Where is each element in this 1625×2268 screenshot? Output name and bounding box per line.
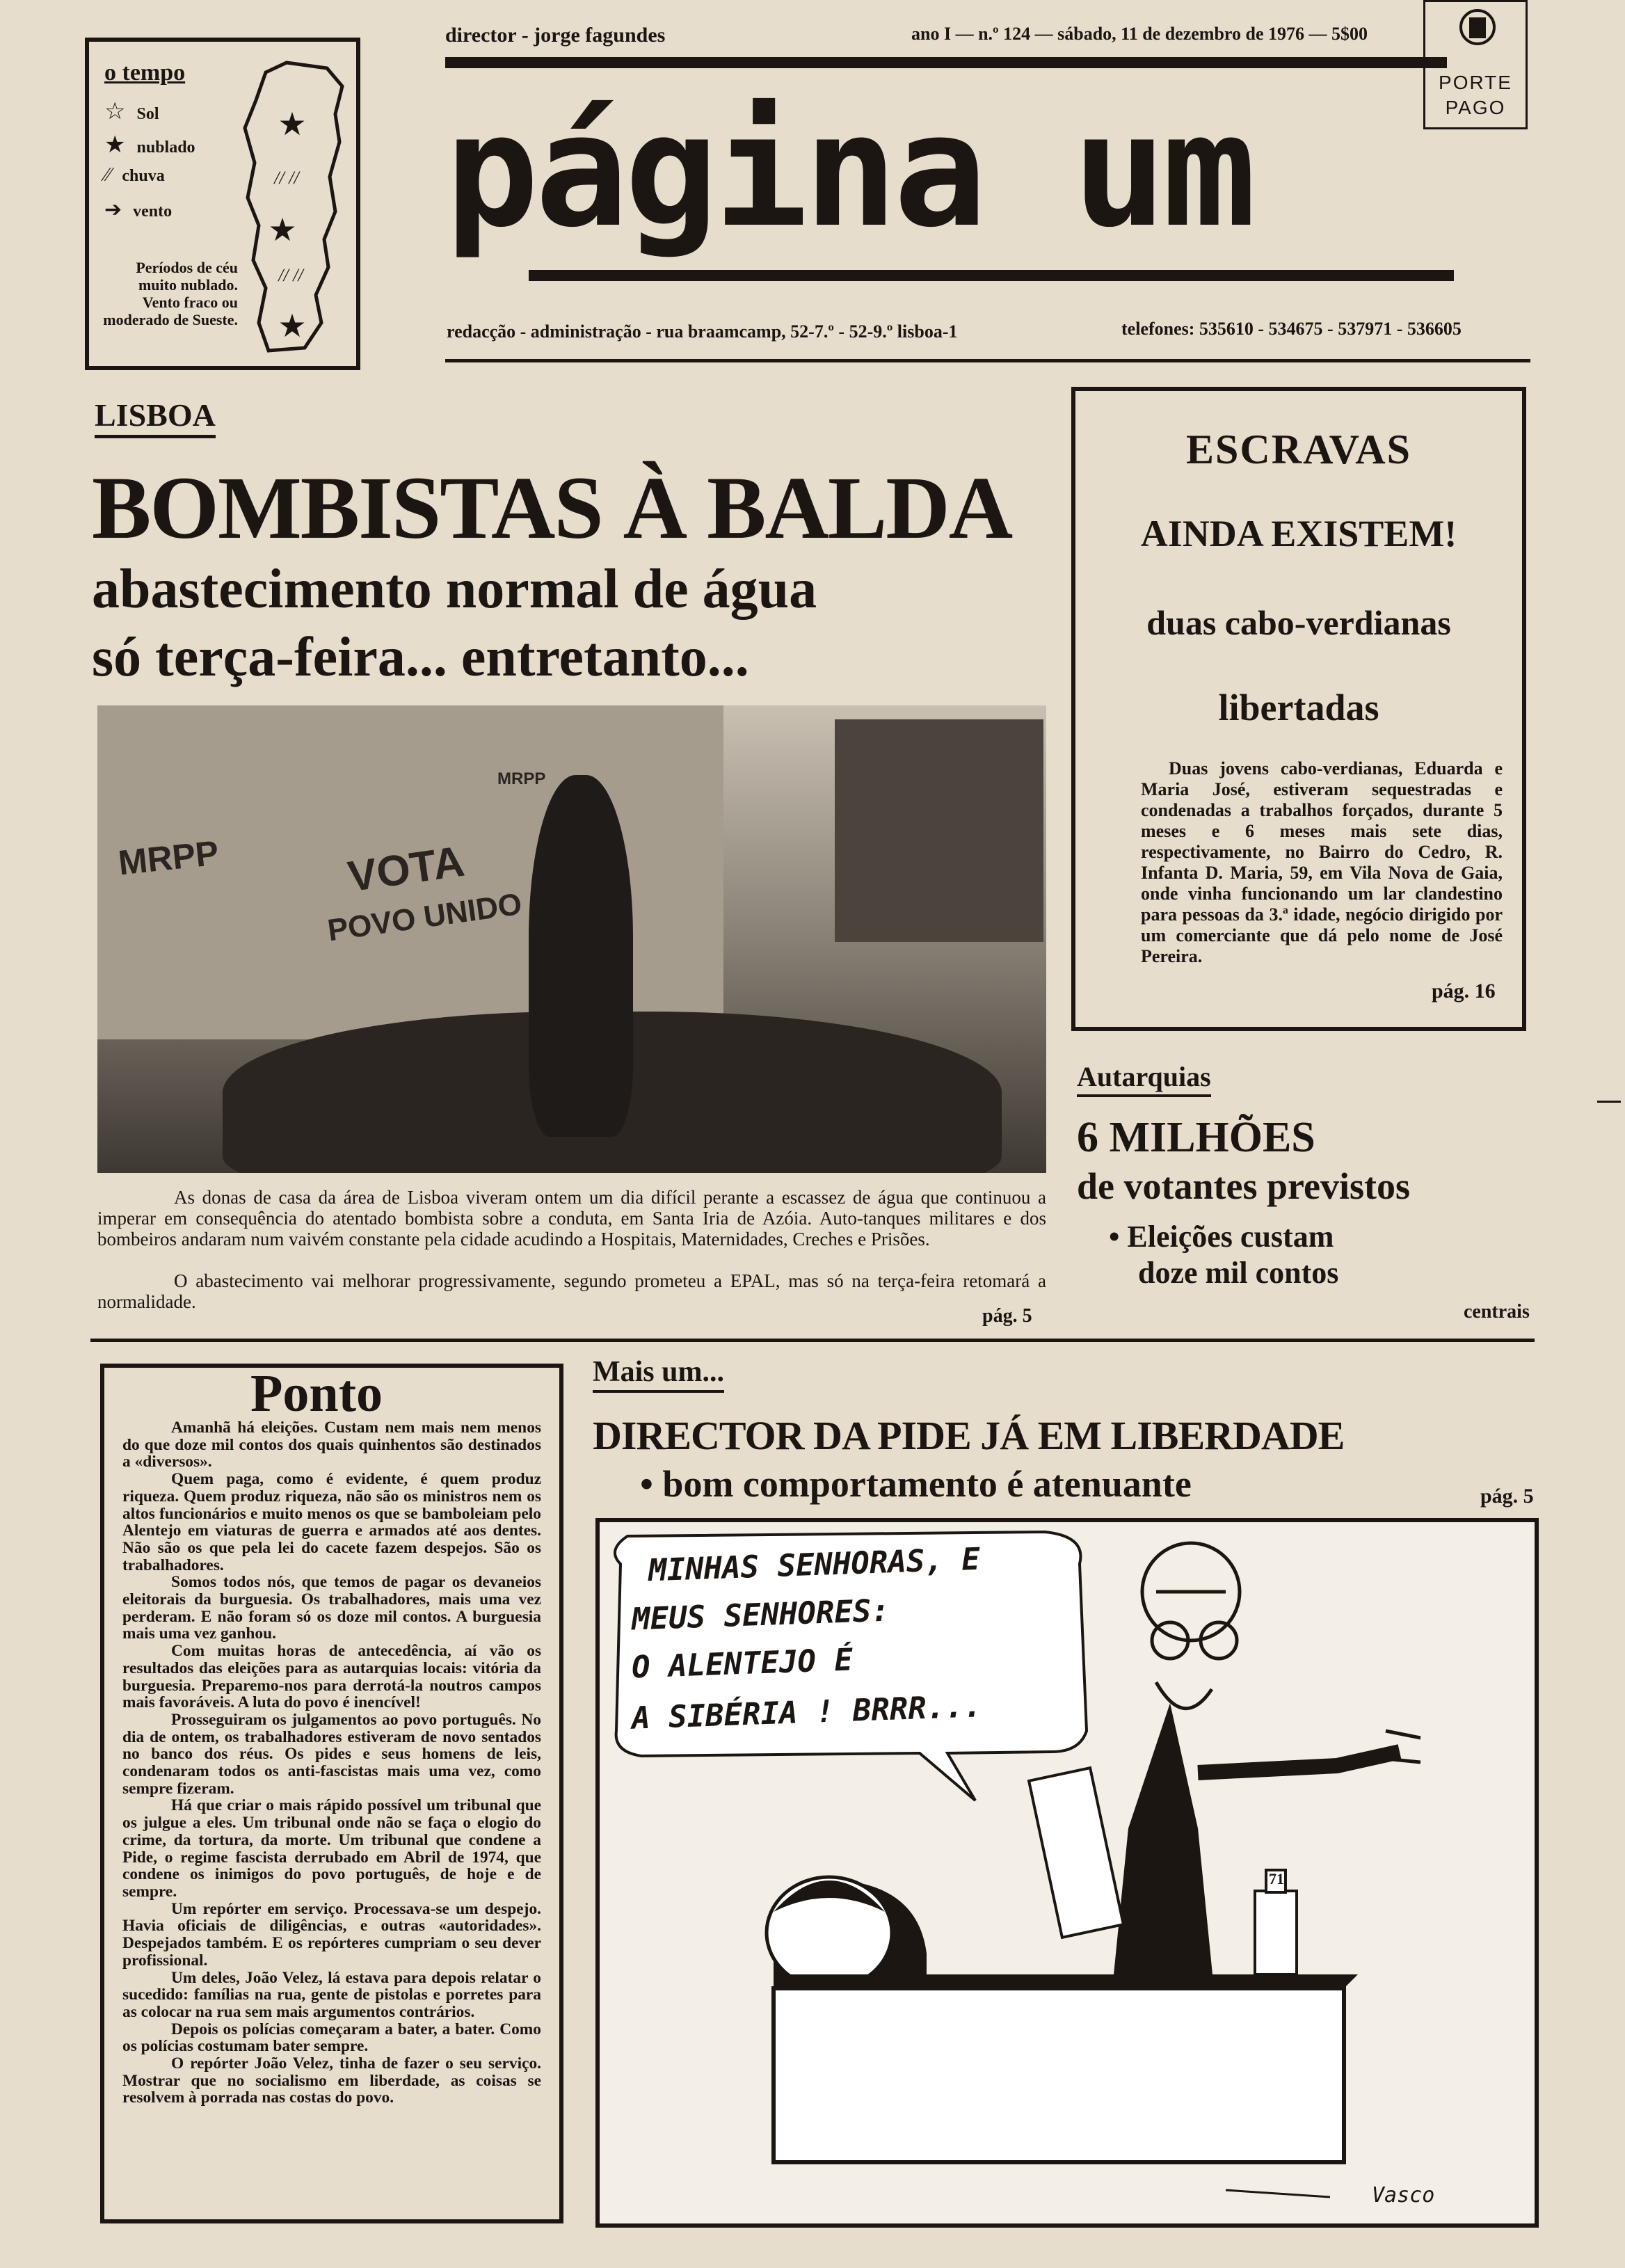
speech-line-2: MEUS SENHORES: bbox=[631, 1592, 890, 1638]
political-cartoon bbox=[595, 1518, 1539, 2228]
photo-building bbox=[835, 719, 1043, 942]
escravas-body: Duas jovens cabo-verdianas, Eduarda e Maria José, estiveram sequestradas e condenadas a trabalhos forçados, durante 5 meses e 6 meses mais sete dias, respectivamente, no Bairro do Cedro, R. Infanta D. Maria, 59, em Vila Nova de Gaia, onde vinha funcionando um lar clandestino para pessoas da 3.ª idade, negócio dirigido por um comerciante que dá pelo nome de José Pereira. bbox=[1141, 758, 1503, 966]
lead-photo bbox=[97, 705, 1046, 1173]
pide-kicker: Mais um... bbox=[593, 1355, 724, 1393]
ponto-paragraph: Amanhã há eleições. Custam nem mais nem menos do que doze mil contos dos quais quinhentos são destinados a «diversos». bbox=[122, 1419, 541, 1471]
legend-label: chuva bbox=[122, 167, 165, 185]
svg-text:★: ★ bbox=[278, 308, 307, 344]
star-filled-icon: ★ bbox=[104, 132, 126, 158]
director-line: director - jorge fagundes bbox=[445, 24, 666, 47]
lead-subhead-2: só terça-feira... entretanto... bbox=[92, 627, 749, 688]
issue-line: ano I — n.º 124 — sábado, 11 de dezembro de 1976 — 5$00 bbox=[911, 24, 1368, 44]
svg-text:// //: // // bbox=[278, 265, 303, 285]
masthead-rule-top bbox=[445, 57, 1447, 68]
ponto-paragraph: Depois os polícias começaram a bater, a bater. Como os polícias costumam bater sempre. bbox=[122, 2020, 541, 2056]
autarquias-kicker: Autarquias bbox=[1077, 1060, 1211, 1097]
speech-line-3: O ALENTEJO É bbox=[631, 1642, 854, 1686]
lead-subhead-1: abastecimento normal de água bbox=[92, 559, 817, 620]
ponto-title: Ponto bbox=[250, 1364, 383, 1423]
ponto-body bbox=[122, 1419, 541, 2107]
escravas-line-3: duas cabo-verdianas bbox=[1146, 603, 1451, 642]
ponto-paragraph: Um repórter em serviço. Processava-se um despejo. Havia oficiais de diligências, e outras «autoridades». Despejados também. E os repórteres cumpriam o seu dever profissional. bbox=[122, 1899, 541, 1970]
weather-legend bbox=[104, 97, 209, 231]
ponto-paragraph: Com muitas horas de antecedência, aí vão os resultados das eleições para as autarquias locais: vitória da burguesia. Preparemo-nos para derrotá-la noutros campos mais favoráveis. A luta do povo é inencível! bbox=[122, 1642, 541, 1712]
weather-title: o tempo bbox=[104, 60, 186, 86]
weather-forecast: Períodos de céu muito nublado. Vento fraco ou moderado de Sueste. bbox=[103, 259, 238, 328]
masthead-rule-bottom bbox=[529, 270, 1454, 281]
escravas-line-1: ESCRAVAS bbox=[1186, 426, 1411, 472]
ponto-paragraph: Há que criar o mais rápido possível um tribunal que os julgue a eles. Um tribunal onde não se faça o elogio do crime, da tortura, da morte. Um tribunal que condene a Pide, o regime fascista derrubado em Abril de 1974, que condene os inimigos do povo português, de hoje e de sempre. bbox=[122, 1796, 541, 1901]
pide-subhead: • bom comportamento é atenuante bbox=[640, 1463, 1192, 1505]
address-line: redacção - administração - rua braamcamp, 52-7.º - 52-9.º lisboa-1 bbox=[447, 321, 958, 342]
ponto-paragraph: Somos todos nós, que temos de pagar os devaneios eleitorais da burguesia. Os trabalhadores, mais uma vez perderam. E não foram só os doze mil contos. A burguesia mais uma vez ganhou. bbox=[122, 1573, 541, 1643]
phones-line: telefones: 535610 - 534675 - 537971 - 536605 bbox=[1121, 319, 1462, 339]
graffiti-povo-unido: POVO UNIDO bbox=[325, 886, 525, 948]
legend-item-vento bbox=[104, 198, 209, 231]
lead-caption-2: O abastecimento vai melhorar progressivamente, segundo prometeu a EPAL, mas só na terça-feira retomará a normalidade. bbox=[97, 1270, 1046, 1312]
ponto-paragraph: Prosseguiram os julgamentos ao povo português. No dia de ontem, os trabalhadores estiveram de novo sentados no banco dos réus. Os pides e seus homens de leis, condenaram todos os anti-fascistas mais uma vez, como sempre fizeram. bbox=[122, 1710, 541, 1798]
speech-line-1: MINHAS SENHORAS, E bbox=[648, 1541, 981, 1589]
coat-of-arms-icon bbox=[1459, 6, 1496, 56]
edge-mark bbox=[1597, 1101, 1621, 1103]
ponto-paragraph: Quem paga, como é evidente, é quem produz riqueza. Quem produz riqueza, não são os ministros nem os altos funcionários e muito menos os que se bamboleiam pelo Alentejo em viaturas de guerra e armados até aos dentes. Não são os que pela lei do cacete fazem despejos. São os trabalhadores. bbox=[122, 1470, 541, 1574]
svg-text:★: ★ bbox=[278, 106, 307, 142]
legend-item-nublado bbox=[104, 131, 209, 164]
escravas-line-4: libertadas bbox=[1218, 687, 1379, 728]
graffiti-vota: VOTA bbox=[345, 837, 467, 902]
cartoon-signature: Vasco bbox=[1372, 2183, 1435, 2207]
legend-label: nublado bbox=[136, 138, 195, 157]
legend-label: vento bbox=[133, 202, 173, 221]
escravas-box bbox=[1071, 387, 1526, 1031]
autarquias-bullet-1: • Eleições custam bbox=[1109, 1220, 1334, 1254]
autarquias-bullet-2: doze mil contos bbox=[1138, 1256, 1339, 1290]
bottle-label: 71 bbox=[1269, 1870, 1284, 1887]
svg-text:// //: // // bbox=[274, 168, 299, 188]
pide-headline: DIRECTOR DA PIDE JÁ EM LIBERDADE bbox=[593, 1413, 1345, 1458]
lead-headline: BOMBISTAS À BALDA bbox=[92, 458, 1012, 557]
lead-caption-1: As donas de casa da área de Lisboa viveram ontem um dia difícil perante a escassez de água que continuou a imperar em consequência do atentado bombista sobre a conduta, em Santa Iria de Azóia. Auto-tanques militares e dos bombeiros andaram num vaivém constante pela cidade acudindo a Hospitais, Maternidades, Creches e Prisões. bbox=[97, 1187, 1046, 1249]
autarquias-headline-2: de votantes previstos bbox=[1077, 1165, 1410, 1207]
svg-text:★: ★ bbox=[268, 212, 297, 248]
porte-label: PORTE bbox=[1439, 72, 1512, 93]
rain-icon: ⁄⁄ bbox=[104, 164, 111, 186]
escravas-page-ref: pág. 16 bbox=[1432, 980, 1496, 1003]
graffiti-mrpp-left: MRPP bbox=[116, 833, 221, 883]
speech-line-4: A SIBÉRIA ! BRRR... bbox=[631, 1688, 983, 1736]
portugal-map bbox=[238, 58, 349, 358]
escravas-line-2: AINDA EXISTEM! bbox=[1140, 513, 1457, 554]
star-outline-icon: ☆ bbox=[104, 99, 126, 125]
ponto-box bbox=[100, 1364, 563, 2223]
legend-item-chuva bbox=[104, 164, 209, 198]
ponto-paragraph: Um deles, João Velez, lá estava para depois relatar o sucedido: famílias na rua, gente de pistolas e porretes para as colocar na rua sem mais argumentos contrários. bbox=[122, 1968, 541, 2021]
pago-label: PAGO bbox=[1445, 97, 1506, 118]
pide-page-ref: pág. 5 bbox=[1480, 1485, 1534, 1508]
lead-kicker: LISBOA bbox=[95, 397, 216, 438]
legend-item-sol bbox=[104, 97, 209, 131]
weather-box bbox=[85, 38, 360, 370]
ponto-paragraph: O repórter João Velez, tinha de fazer o seu serviço. Mostrar que no socialismo em liberdade, as coisas se resolvem à porrada nas costas do povo. bbox=[122, 2054, 541, 2107]
section-divider bbox=[90, 1339, 1535, 1342]
autarquias-headline-1: 6 MILHÕES bbox=[1077, 1114, 1315, 1161]
lead-page-ref: pág. 5 bbox=[982, 1305, 1032, 1327]
masthead-title: página um bbox=[445, 80, 1252, 262]
wind-arrow-icon: ➔ bbox=[104, 198, 122, 221]
address-rule bbox=[445, 359, 1530, 362]
graffiti-mrpp-right: MRPP bbox=[497, 769, 546, 788]
porte-pago-stamp bbox=[1423, 0, 1528, 129]
legend-label: Sol bbox=[136, 105, 159, 123]
photo-man-standing bbox=[529, 775, 633, 1137]
autarquias-page-ref: centrais bbox=[1464, 1301, 1530, 1323]
